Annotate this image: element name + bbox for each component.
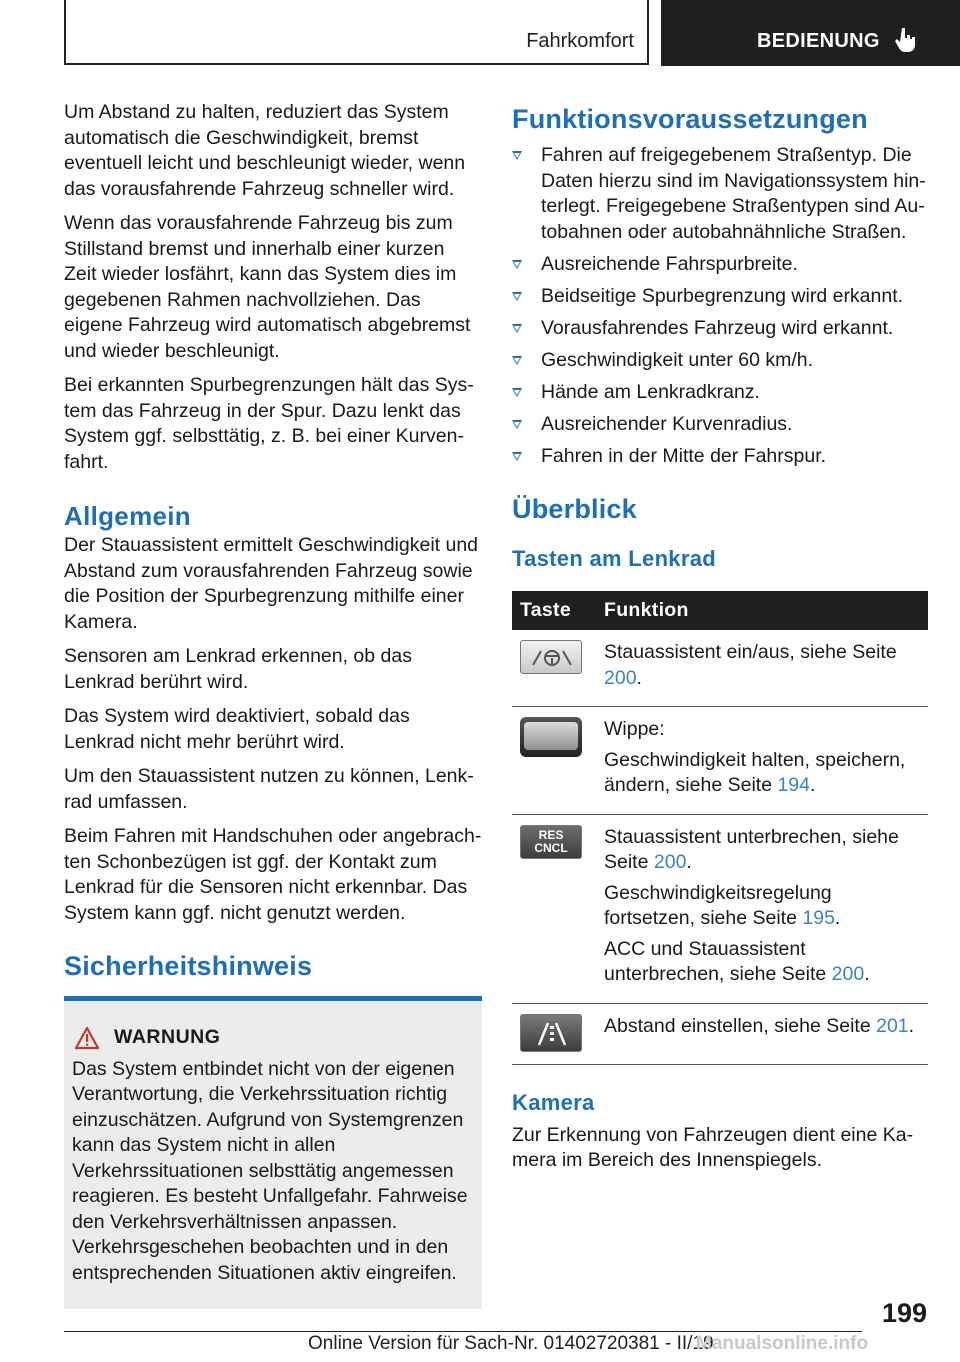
column-header-key: Taste — [512, 591, 596, 630]
table-row — [512, 707, 928, 815]
general-heading: Allgemein — [64, 501, 191, 531]
list-item: Geschwindigkeit unter 60 km/h. — [512, 348, 928, 374]
intro-paragraph-2: Wenn das vorausfahrende Fahrzeug bis zum Stillstand bremst und innerhalb einer kurzen Zeit wieder losfährt, kann das System dies im gegebenen Rahmen nachvollziehen. Das eigene Fahrzeug wird automatisch abgebremst und wieder beschleunigt. — [64, 212, 471, 362]
header-chapter-tab[interactable] — [661, 0, 960, 66]
list-item: Ausreichender Kurvenradius. — [512, 412, 928, 438]
header-left-rule — [64, 0, 66, 64]
page-link[interactable]: 200 — [604, 666, 637, 689]
table-cell-icon — [512, 707, 596, 815]
column-header-function: Funktion — [596, 591, 928, 630]
intro-paragraph-1: Um Abstand zu halten, reduziert das System automatisch die Geschwindigkeit, bremst eventuell leicht und beschleunigt wieder, wenn das vorausfahrende Fahrzeug schneller wird. — [64, 101, 466, 200]
warning-text: Das System entbindet nicht von der eigenen Verantwortung, die Verkehrssituation richtig einzuschätzen. Aufgrund von Systemgrenzen kann das System nicht in allen Verkehrssituationen selbsttätig angemessen reagieren. Es besteht Unfallgefahr. Fahrweise den Verkehrsverhältnissen anpassen. Verkehrsgeschehen beobachten und in den entsprechenden Situationen aktiv eingreifen. — [72, 1057, 468, 1284]
warning-header — [72, 1025, 474, 1051]
general-paragraph-4: Um den Stauassistent nutzen zu können, Lenkrad umfassen. — [64, 765, 474, 813]
pointing-hand-icon — [893, 26, 919, 54]
table-cell-function: Wippe: Geschwindigkeit halten, speichern, ändern, siehe Seite 194. — [596, 707, 928, 815]
page-number: 199 — [882, 1298, 928, 1328]
list-item: Fahren in der Mitte der Fahrspur. — [512, 444, 928, 470]
watermark: Manualsonline.info — [696, 1333, 869, 1354]
table-row — [512, 630, 928, 707]
list-item: Vorausfahrendes Fahrzeug wird erkannt. — [512, 316, 928, 342]
page-link[interactable]: 200 — [831, 963, 865, 985]
distance-button-icon — [520, 1014, 582, 1052]
table-cell-icon — [512, 1003, 596, 1064]
general-paragraph-5: Beim Fahren mit Handschuhen oder angebrachten Schonbezügen ist ggf. der Kontakt zum Lenkrad für die Sensoren nicht erkennbar. Das System kann ggf. nicht genutzt werden. — [64, 825, 482, 924]
table-cell-function: Abstand einstellen, siehe Seite 201. — [596, 1003, 928, 1064]
header-section-title: Fahrkomfort — [526, 30, 634, 52]
left-column — [64, 100, 482, 1309]
table-cell-function: Stauassistent unterbrechen, siehe Seite 200. Geschwindigkeitsregelung fortsetzen, siehe Seite 195. ACC und Stauassistent unterbrechen, siehe Seite 200. — [596, 814, 928, 1003]
list-item: Ausreichende Fahrspurbreite. — [512, 252, 928, 278]
footer-rule — [64, 1331, 862, 1332]
buttons-heading: Tasten am Lenkrad — [512, 546, 716, 571]
header-bottom-rule — [64, 63, 648, 65]
table-header-row — [512, 591, 928, 630]
table-row — [512, 1003, 928, 1064]
overview-heading: Überblick — [512, 494, 637, 524]
table-cell-icon — [512, 630, 596, 707]
list-item: Fahren auf freigegebenem Straßentyp. Die Daten hierzu sind im Navigationssystem hinterlegt. Freigegebene Straßentypen sind Autobahnen oder autobahnähnliche Straßen. — [512, 143, 928, 245]
intro-paragraph-3: Bei erkannten Spurbegrenzungen hält das System das Fahrzeug in der Spur. Dazu lenkt das System ggf. selbsttätig, z. B. bei einer Kurvenfahrt. — [64, 374, 474, 473]
warning-box — [64, 1001, 482, 1309]
list-item: Hände am Lenkradkranz. — [512, 380, 928, 406]
table-cell-function: Stauassistent ein/aus, siehe Seite 200. — [596, 630, 928, 707]
general-paragraph-1: Der Stauassistent ermittelt Geschwindigkeit und Abstand zum vorausfahrenden Fahrzeug sowie die Position der Spurbegrenzung mithilfe einer Kamera. — [64, 534, 479, 633]
camera-heading: Kamera — [512, 1089, 595, 1115]
page-link[interactable]: 194 — [777, 774, 810, 796]
requirements-list — [512, 143, 928, 469]
list-item: Beidseitige Spurbegrenzung wird erkannt. — [512, 284, 928, 310]
res-cncl-button-icon: RES CNCL — [520, 825, 582, 859]
table-cell-icon — [512, 814, 596, 1003]
general-paragraph-3: Das System wird deaktiviert, sobald das Lenkrad nicht mehr berührt wird. — [64, 705, 410, 753]
header-chapter-label: BEDIENUNG — [757, 30, 880, 52]
lane-assist-button-icon — [520, 640, 582, 674]
page-link[interactable]: 195 — [802, 907, 835, 929]
right-column — [512, 100, 928, 1183]
page-link[interactable]: 200 — [653, 851, 687, 873]
buttons-table — [512, 591, 928, 1065]
safety-heading: Sicherheitshinweis — [64, 951, 313, 981]
warning-title: WARNUNG — [114, 1026, 221, 1048]
table-row — [512, 814, 928, 1003]
camera-text: Zur Erkennung von Fahrzeugen dient eine Kamera im Bereich des Innenspiegels. — [512, 1123, 914, 1171]
warning-triangle-icon — [74, 1026, 100, 1050]
footer-online-version: Online Version für Sach-Nr. 01402720381 - II/19 — [308, 1333, 714, 1354]
requirements-heading: Funktionsvoraussetzungen — [512, 104, 868, 134]
rocker-switch-icon — [520, 717, 582, 757]
general-paragraph-2: Sensoren am Lenkrad erkennen, ob das Lenkrad berührt wird. — [64, 645, 412, 693]
page-link[interactable]: 201 — [876, 1014, 909, 1037]
header-divider — [647, 0, 649, 65]
